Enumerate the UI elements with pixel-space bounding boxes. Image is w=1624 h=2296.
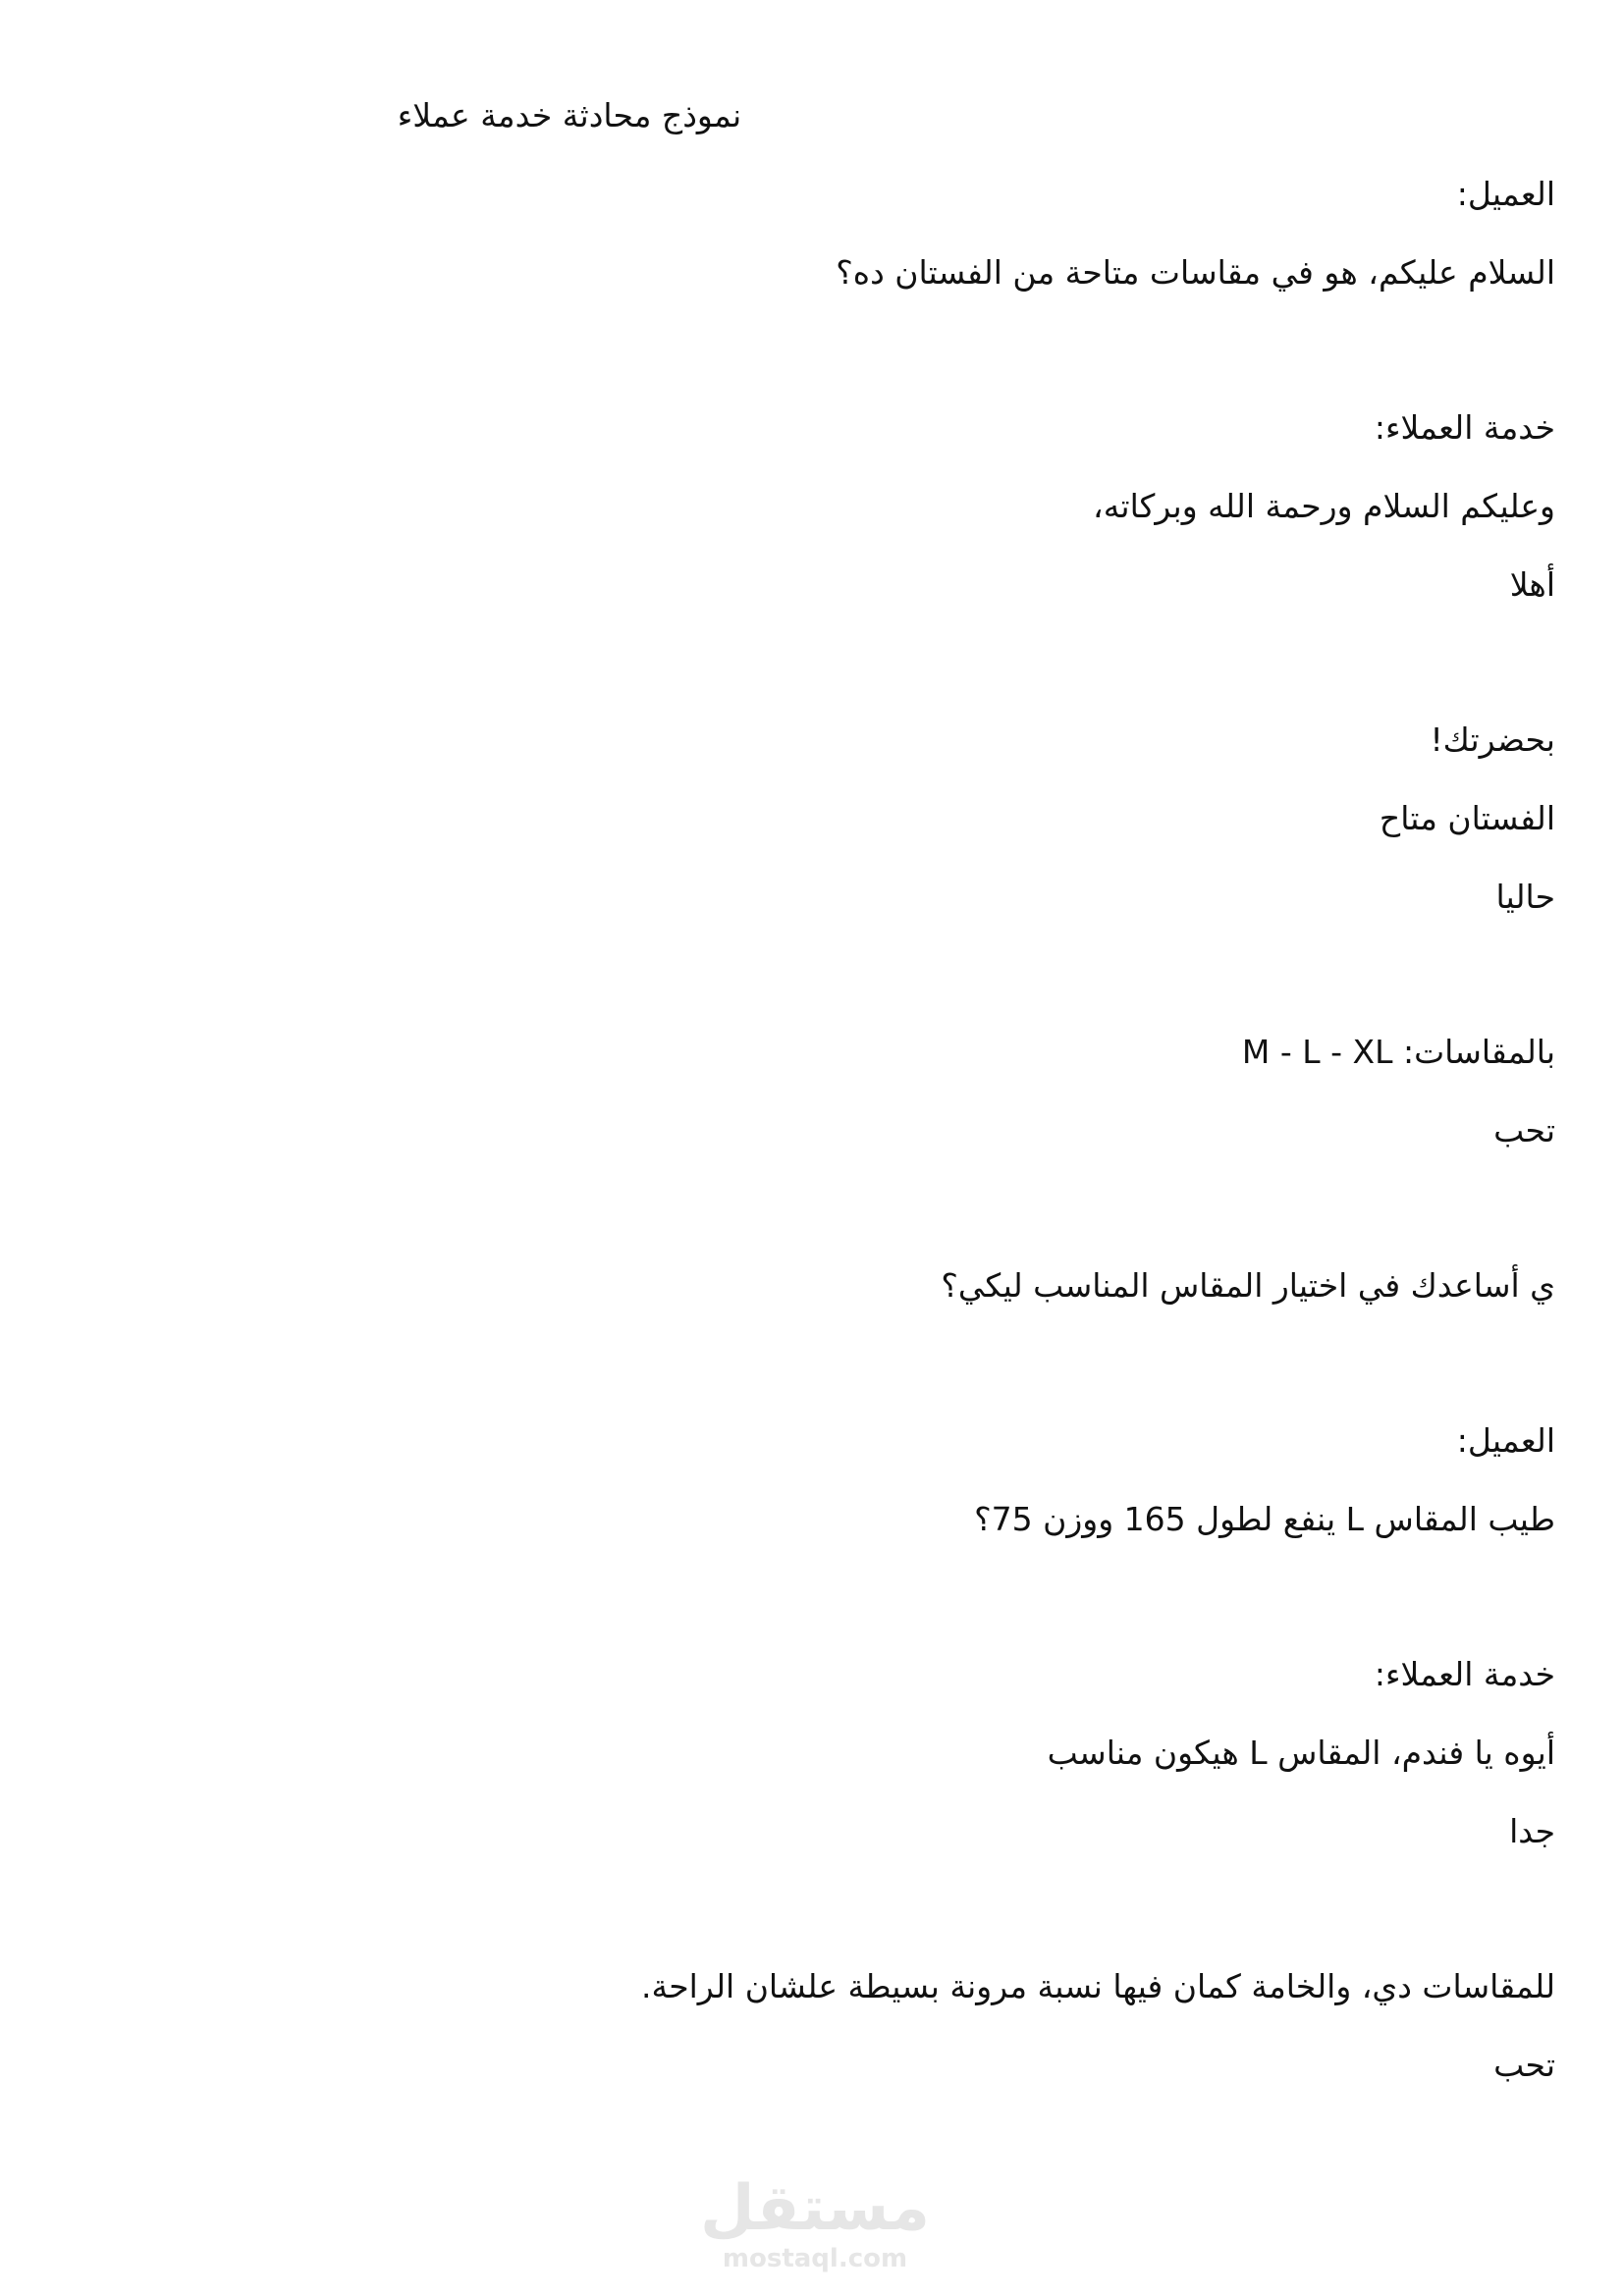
message-text: وعليكم السلام ورحمة الله وبركاته، <box>1093 487 1555 525</box>
message-text: أهلا <box>1509 565 1555 604</box>
message-text: ي أساعدك في اختيار المقاس المناسب ليكي؟ <box>941 1266 1555 1305</box>
speaker-label-customer: العميل: <box>1456 175 1555 213</box>
message-text: السلام عليكم، هو في مقاسات متاحة من الفستان ده؟ <box>836 253 1555 292</box>
speaker-label-support: خدمة العملاء: <box>1374 408 1555 447</box>
message-text: تحب <box>1493 2046 1555 2084</box>
watermark-arabic: مستقل <box>699 2172 931 2245</box>
speaker-label-support: خدمة العملاء: <box>1374 1655 1555 1693</box>
message-text: بالمقاسات: M - L - XL <box>1241 1033 1555 1071</box>
message-text: بحضرتك! <box>1430 721 1555 759</box>
watermark-url: mostaql.com <box>722 2244 908 2273</box>
watermark-logo <box>687 2172 943 2273</box>
message-text: جدا <box>1509 1812 1555 1850</box>
message-text: طيب المقاس L ينفع لطول 165 ووزن 75؟ <box>974 1500 1555 1538</box>
page-title: نموذج محادثة خدمة عملاء <box>397 96 742 134</box>
message-text: للمقاسات دي، والخامة كمان فيها نسبة مرونة بسيطة علشان الراحة. <box>641 1967 1555 2005</box>
message-text: أيوه يا فندم، المقاس L هيكون مناسب <box>1047 1734 1555 1772</box>
message-text: الفستان متاح <box>1379 799 1555 837</box>
speaker-label-customer: العميل: <box>1456 1421 1555 1460</box>
message-text: حاليا <box>1495 878 1555 916</box>
message-text: تحب <box>1493 1111 1555 1149</box>
